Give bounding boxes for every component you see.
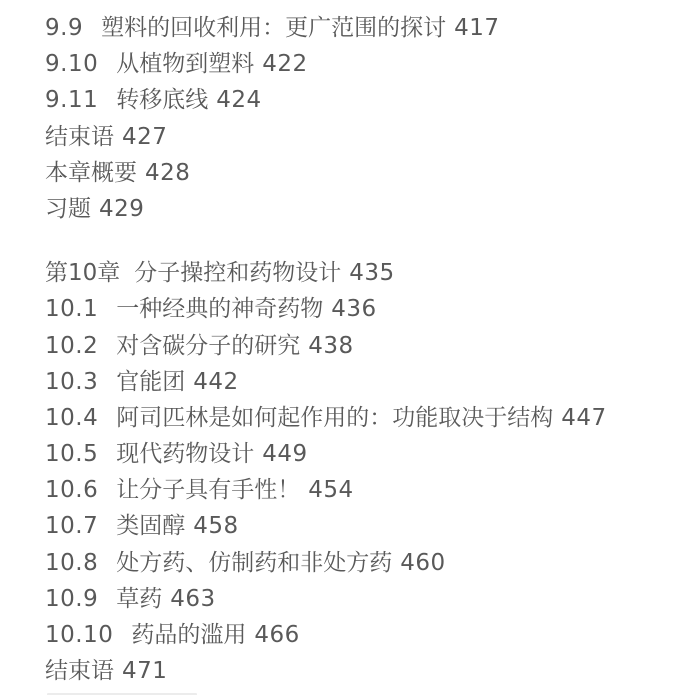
toc-entry-title: 结束语 <box>45 123 114 150</box>
toc-entry-title: 塑料的回收利用：更广范围的探讨 <box>101 15 447 41</box>
toc-entry-page: 458 <box>193 513 239 540</box>
toc-entry-title: 对含碳分子的研究 <box>116 332 301 359</box>
toc-list <box>45 10 665 689</box>
toc-entry-number: 10.8 <box>45 549 99 576</box>
toc-entry-page: 424 <box>216 87 262 114</box>
toc-entry-page: 435 <box>349 260 395 287</box>
toc-entry-number: 10.10 <box>45 622 114 648</box>
toc-entry <box>45 46 665 82</box>
toc-entry-title: 现代药物设计 <box>116 441 255 468</box>
toc-entry-page: 471 <box>122 658 168 685</box>
toc-entry-title: 官能团 <box>116 368 186 395</box>
toc-entry <box>45 155 665 191</box>
toc-entry <box>45 617 665 653</box>
toc-entry <box>45 119 665 155</box>
toc-entry-page: 429 <box>99 195 145 222</box>
toc-entry-page: 447 <box>561 404 607 431</box>
toc-entry-number: 9.9 <box>45 15 84 41</box>
toc-entry <box>45 472 665 508</box>
toc-entry-title: 阿司匹林是如何起作用的：功能取决于结构 <box>116 404 554 431</box>
toc-entry <box>45 400 665 436</box>
toc-entry-page: 422 <box>262 51 308 78</box>
toc-entry-title: 药品的滥用 <box>131 622 247 648</box>
toc-entry <box>45 82 665 118</box>
toc-entry-title: 本章概要 <box>45 159 137 186</box>
toc-entry <box>45 10 665 46</box>
toc-entry <box>45 255 665 291</box>
toc-entry <box>45 581 665 617</box>
toc-entry <box>45 508 665 544</box>
toc-entry <box>45 436 665 472</box>
toc-entry-number: 9.11 <box>45 87 99 114</box>
toc-entry-page: 427 <box>122 123 168 150</box>
toc-entry <box>45 545 665 581</box>
toc-entry-number: 第10章 <box>45 260 121 287</box>
toc-entry <box>45 291 665 327</box>
toc-entry-page: 428 <box>145 159 191 186</box>
toc-entry <box>45 328 665 364</box>
toc-entry-page: 460 <box>400 549 446 576</box>
toc-entry <box>45 364 665 400</box>
toc-entry-page: 442 <box>193 368 239 395</box>
toc-entry-title: 从植物到塑料 <box>116 51 255 78</box>
toc-entry-number: 9.10 <box>45 51 99 78</box>
toc-entry-page: 417 <box>454 15 500 41</box>
toc-entry-number: 10.3 <box>45 368 99 395</box>
toc-entry-number: 10.7 <box>45 513 99 540</box>
toc-entry-number: 10.6 <box>45 477 99 504</box>
toc-entry-title: 习题 <box>45 195 91 222</box>
toc-entry-page: 438 <box>308 332 354 359</box>
toc-entry-title: 分子操控和药物设计 <box>134 260 342 287</box>
toc-entry-title: 处方药、仿制药和非处方药 <box>116 549 393 576</box>
toc-entry-title: 草药 <box>116 585 163 612</box>
toc-entry-title: 类固醇 <box>116 513 186 540</box>
toc-entry <box>45 191 665 227</box>
toc-entry-title: 一种经典的神奇药物 <box>116 296 324 323</box>
toc-entry-page: 436 <box>331 296 377 323</box>
toc-entry-page: 463 <box>170 585 216 612</box>
toc-entry-number: 10.2 <box>45 332 99 359</box>
toc-entry-page: 449 <box>262 441 308 468</box>
toc-entry-number: 10.5 <box>45 441 99 468</box>
toc-entry-page: 454 <box>308 477 354 504</box>
toc-entry-number: 10.4 <box>45 404 99 431</box>
toc-entry-title: 结束语 <box>45 658 114 685</box>
toc-entry-page: 466 <box>254 622 300 648</box>
toc-entry-title: 让分子具有手性！ <box>116 477 301 504</box>
toc-entry-title: 转移底线 <box>116 87 209 114</box>
toc-entry <box>45 653 665 689</box>
toc-entry-number: 10.9 <box>45 585 99 612</box>
toc-entry-number: 10.1 <box>45 296 99 323</box>
